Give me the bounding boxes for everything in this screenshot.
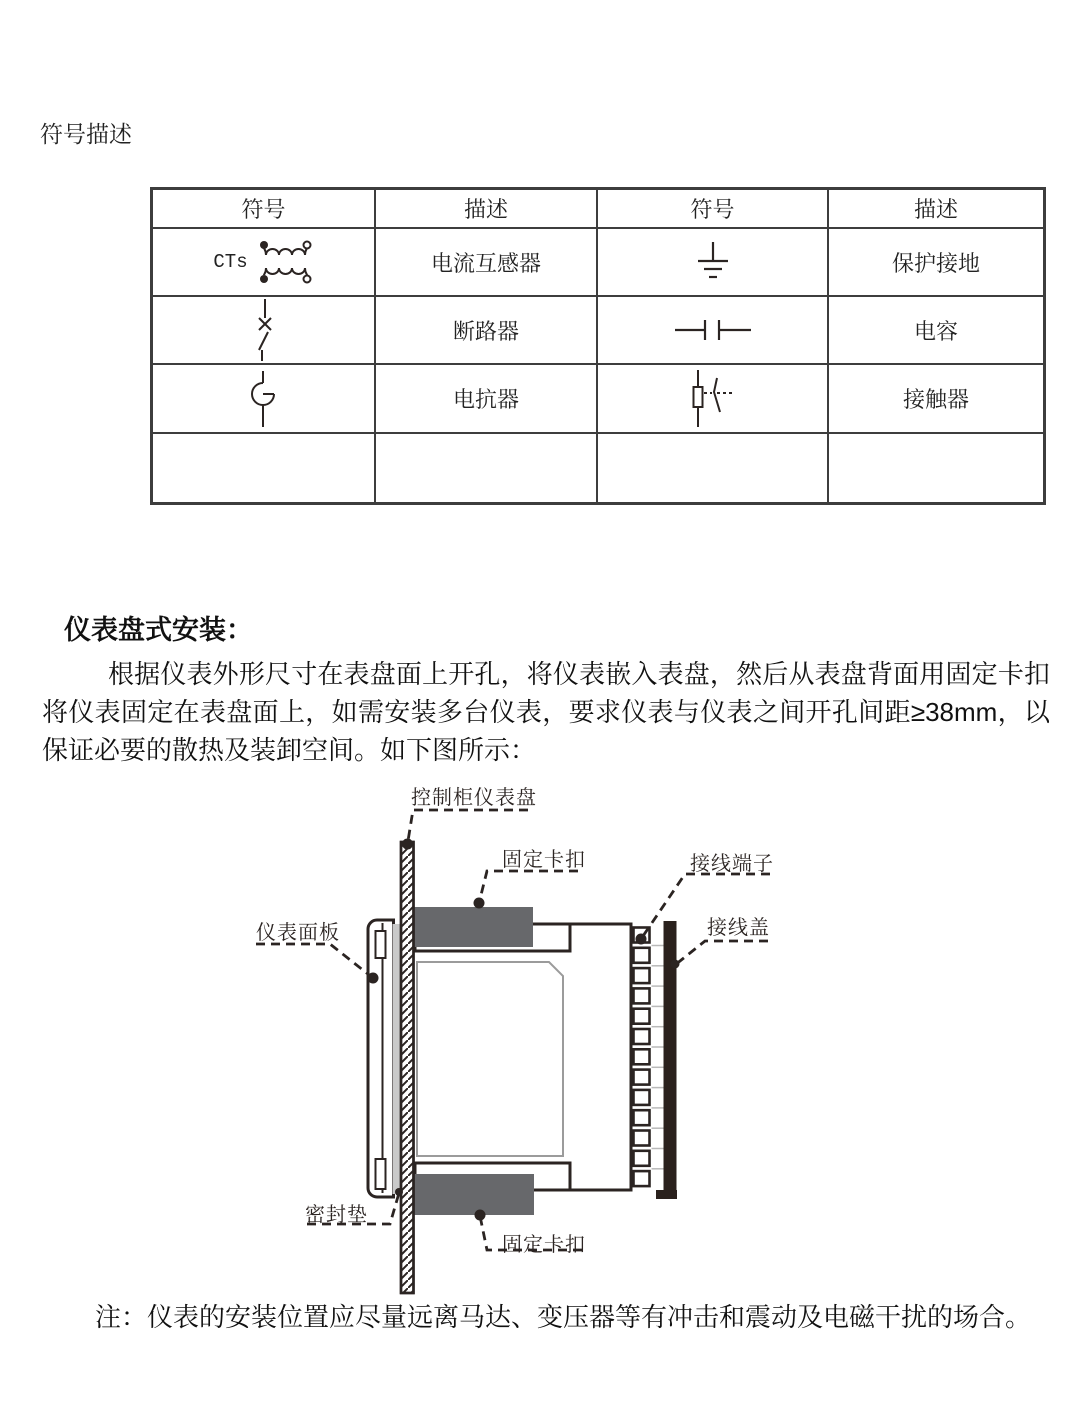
cell-symbol-capacitor	[598, 297, 829, 365]
protective-earth-ground-icon	[693, 239, 733, 285]
table-header-symbol-2: 符号	[598, 190, 829, 229]
cell-symbol-current-transformer	[153, 229, 376, 297]
terminal-cover-foot	[656, 1190, 677, 1199]
reactor-icon	[246, 370, 282, 428]
ct-text-label: CTs	[213, 251, 248, 273]
cell-symbol-reactor	[153, 365, 376, 434]
cell-symbol-contactor	[598, 365, 829, 434]
cabinet-panel-hatch	[401, 842, 414, 1293]
section-paragraph: 根据仪表外形尺寸在表盘面上开孔，将仪表嵌入表盘，然后从表盘背面用固定卡扣将仪表固定在表盘面上，如需安装多台仪表，要求仪表与仪表之间开孔间距≥38mm，以保证必要的散热及装卸空间。如下图所示：	[42, 659, 1050, 765]
cell-desc-contactor: 接触器	[829, 365, 1043, 434]
label-fixing-clip-top: 固定卡扣	[502, 849, 586, 871]
leader-clip-top	[479, 871, 578, 903]
section-heading: 仪表盘式安装：	[64, 615, 253, 645]
cell-empty	[598, 434, 829, 502]
cell-desc-capacitor: 电容	[829, 297, 1043, 365]
leader-panel	[408, 810, 529, 844]
terminal-blocks	[634, 928, 650, 1187]
cell-symbol-protective-earth	[598, 229, 829, 297]
label-wiring-terminal: 接线端子	[690, 853, 774, 875]
page-title: 符号描述	[40, 122, 132, 148]
cell-empty	[376, 434, 598, 502]
installation-note: 注：仪表的安装位置应尽量远离马达、变压器等有冲击和震动及电磁干扰的场合。	[95, 1302, 1032, 1332]
table-header-desc-2: 描述	[829, 190, 1043, 229]
meter-inner-face	[417, 962, 563, 1156]
symbol-table	[150, 187, 1046, 505]
leader-front-panel	[256, 944, 373, 978]
cell-desc-protective-earth: 保护接地	[829, 229, 1043, 297]
label-sealing-gasket: 密封垫	[305, 1204, 368, 1226]
table-header-desc-1: 描述	[376, 190, 598, 229]
cell-empty	[829, 434, 1043, 502]
contactor-icon	[690, 370, 736, 428]
leader-cover	[675, 941, 768, 965]
terminal-separators	[652, 946, 664, 1169]
cell-empty	[153, 434, 376, 502]
circuit-breaker-icon	[250, 298, 278, 362]
cell-symbol-circuit-breaker	[153, 297, 376, 365]
current-transformer-icon	[256, 237, 314, 287]
cell-desc-circuit-breaker: 断路器	[376, 297, 598, 365]
fixing-clip-bottom	[411, 1174, 534, 1215]
bezel-slot-bottom	[376, 1159, 386, 1189]
capacitor-icon	[674, 318, 752, 342]
table-header-symbol-1: 符号	[153, 190, 376, 229]
label-fixing-clip-bottom: 固定卡扣	[502, 1234, 586, 1256]
label-cabinet-panel: 控制柜仪表盘	[411, 787, 537, 809]
bezel-slot-top	[376, 931, 386, 958]
label-wiring-cover: 接线盖	[707, 917, 770, 939]
front-bezel	[368, 920, 394, 1197]
label-front-panel: 仪表面板	[256, 922, 340, 944]
fixing-clip-top	[411, 907, 533, 947]
cell-desc-current-transformer: 电流互感器	[376, 229, 598, 297]
cell-desc-reactor: 电抗器	[376, 365, 598, 434]
